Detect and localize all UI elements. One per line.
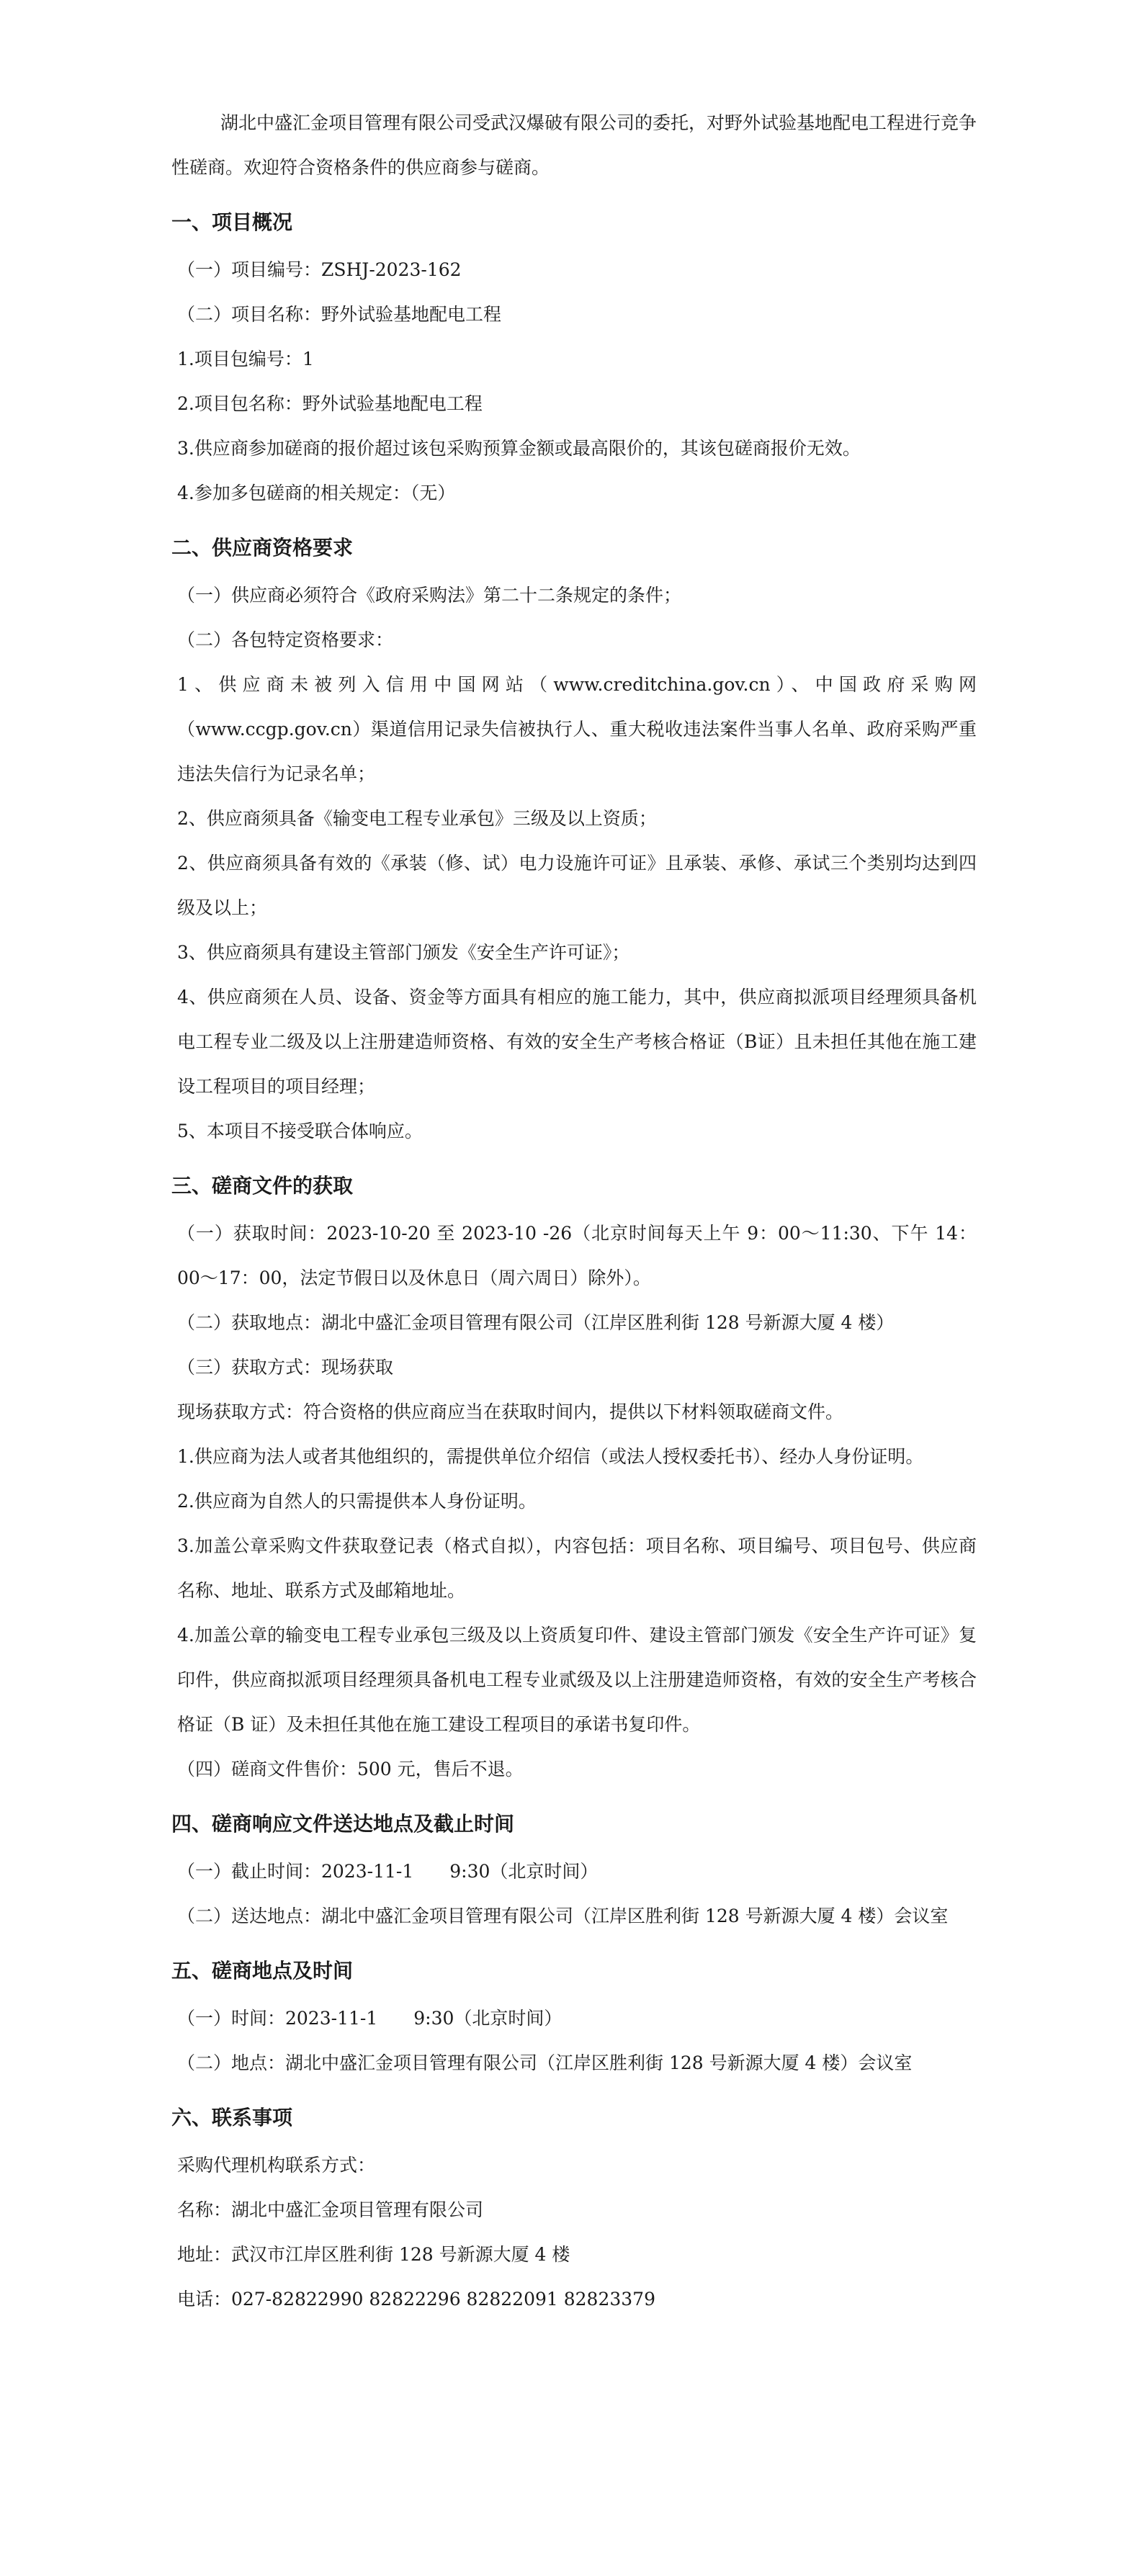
- project-name: （二）项目名称：野外试验基地配电工程: [177, 304, 502, 325]
- acquisition-time: （一）获取时间：2023-10-20 至 2023-10 -26（北京时间每天上午 9：00～11:30、下午 14：00～17：00，法定节假日以及休息日（周六周日）除外）。: [177, 1223, 977, 1288]
- project-number: （一）项目编号：ZSHJ-2023-162: [177, 259, 462, 280]
- intro-paragraph: 湖北中盛汇金项目管理有限公司受武汉爆破有限公司的委托，对野外试验基地配电工程进行竞争性磋商。欢迎符合资格条件的供应商参与磋商。: [171, 112, 977, 178]
- acquisition-place: （二）获取地点：湖北中盛汇金项目管理有限公司（江岸区胜利街 128 号新源大厦 4 楼）: [177, 1312, 895, 1333]
- section-heading-contact: 六、联系事项: [171, 2106, 293, 2130]
- consultation-time: （一）时间：2023-11-1 9:30（北京时间）: [177, 2008, 562, 2029]
- section-heading-project-overview: 一、项目概况: [171, 210, 293, 234]
- contact-company-name: 名称：湖北中盛汇金项目管理有限公司: [177, 2199, 484, 2220]
- contact-address: 地址：武汉市江岸区胜利街 128 号新源大厦 4 楼: [177, 2244, 570, 2265]
- qualification-item: 2、供应商须具备《输变电工程专业承包》三级及以上资质；: [177, 808, 657, 829]
- section-heading-submission: 四、磋商响应文件送达地点及截止时间: [171, 1812, 515, 1836]
- qualification-item: （二）各包特定资格要求：: [177, 629, 394, 650]
- document-body: [171, 101, 977, 2322]
- qualification-item: 2、供应商须具备有效的《承装（修、试）电力设施许可证》且承装、承修、承试三个类别均达到四级及以上；: [177, 853, 977, 918]
- package-number: 1.项目包编号：1: [177, 349, 314, 369]
- document-price: （四）磋商文件售价：500 元，售后不退。: [177, 1759, 524, 1780]
- submission-deadline: （一）截止时间：2023-11-1 9:30（北京时间）: [177, 1861, 599, 1882]
- onsite-acquisition-note: 现场获取方式：符合资格的供应商应当在获取时间内，提供以下材料领取磋商文件。: [177, 1401, 844, 1422]
- contact-phone: 电话：027-82822990 82822296 82822091 82823379: [177, 2289, 655, 2310]
- contact-intro: 采购代理机构联系方式：: [177, 2155, 376, 2176]
- section-heading-document-acquisition: 三、磋商文件的获取: [171, 1174, 354, 1198]
- required-material-item: 1.供应商为法人或者其他组织的，需提供单位介绍信（或法人授权委托书）、经办人身份证明。: [177, 1446, 924, 1467]
- qualification-item: （一）供应商必须符合《政府采购法》第二十二条规定的条件；: [177, 585, 682, 606]
- qualification-item: 4、供应商须在人员、设备、资金等方面具有相应的施工能力，其中，供应商拟派项目经理须具备机电工程专业二级及以上注册建造师资格、有效的安全生产考核合格证（B证）且未担任其他在施工建设工程项目的项目经理；: [177, 987, 977, 1097]
- qualification-item: 5、本项目不接受联合体响应。: [177, 1121, 423, 1141]
- required-material-item: 2.供应商为自然人的只需提供本人身份证明。: [177, 1491, 537, 1512]
- required-material-item: 4.加盖公章的输变电工程专业承包三级及以上资质复印件、建设主管部门颁发《安全生产许可证》复印件，供应商拟派项目经理须具备机电工程专业贰级及以上注册建造师资格，有效的安全生产考核合格证（B 证）及未担任其他在施工建设工程项目的承诺书复印件。: [177, 1625, 977, 1735]
- package-name: 2.项目包名称：野外试验基地配电工程: [177, 393, 483, 414]
- acquisition-method: （三）获取方式：现场获取: [177, 1357, 394, 1378]
- price-limit-rule: 3.供应商参加磋商的报价超过该包采购预算金额或最高限价的，其该包磋商报价无效。: [177, 438, 861, 459]
- qualification-item: 3、供应商须具有建设主管部门颁发《安全生产许可证》；: [177, 942, 630, 963]
- submission-place: （二）送达地点：湖北中盛汇金项目管理有限公司（江岸区胜利街 128 号新源大厦 4 楼）会议室: [177, 1906, 949, 1926]
- consultation-place: （二）地点：湖北中盛汇金项目管理有限公司（江岸区胜利街 128 号新源大厦 4 楼）会议室: [177, 2052, 913, 2073]
- required-material-item: 3.加盖公章采购文件获取登记表（格式自拟），内容包括：项目名称、项目编号、项目包号、供应商名称、地址、联系方式及邮箱地址。: [177, 1535, 977, 1601]
- multi-package-rule: 4.参加多包磋商的相关规定：（无）: [177, 483, 456, 503]
- section-heading-qualification: 二、供应商资格要求: [171, 536, 354, 560]
- section-heading-consultation: 五、磋商地点及时间: [171, 1959, 354, 1983]
- qualification-item: 1、供应商未被列入信用中国网站（www.creditchina.gov.cn）、中国政府采购网（www.ccgp.gov.cn）渠道信用记录失信被执行人、重大税收违法案件当事人名单、政府采购严重违法失信行为记录名单；: [177, 674, 977, 784]
